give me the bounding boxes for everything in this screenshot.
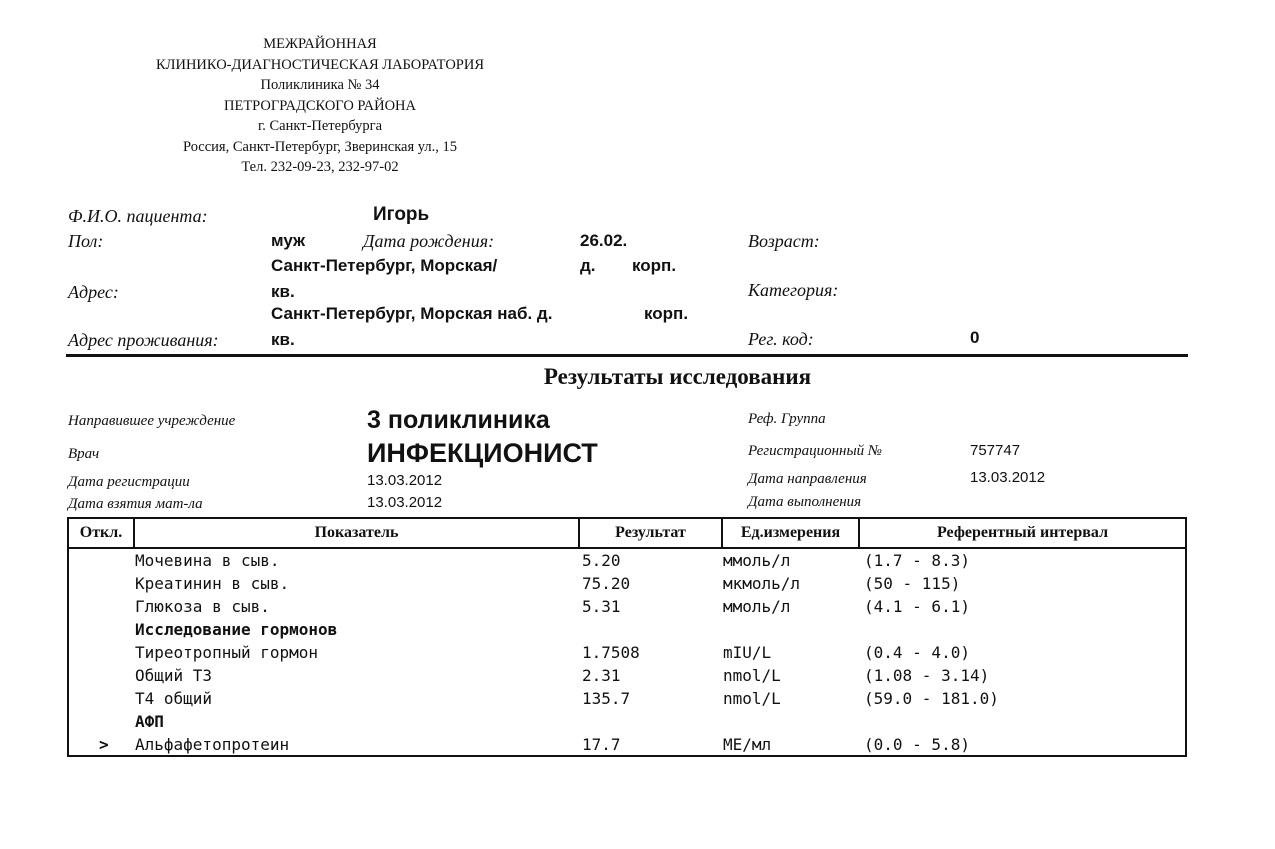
- doctor-value: ИНФЕКЦИОНИСТ: [367, 438, 598, 468]
- doctor-label: Врач: [68, 446, 100, 462]
- row-unit: мкмоль/л: [723, 574, 801, 593]
- row-ref: (59.0 - 181.0): [864, 689, 999, 708]
- address-house: д.: [580, 256, 596, 275]
- col-header-result: Результат: [578, 519, 721, 547]
- dob-label: Дата рождения:: [363, 231, 495, 251]
- row-unit: ммоль/л: [723, 551, 791, 570]
- col-header-ref: Референтный интервал: [858, 519, 1185, 547]
- results-table: [67, 517, 1187, 757]
- reg-no-label: Регистрационный №: [748, 443, 883, 459]
- sample-date-label: Дата взятия мат-ла: [68, 496, 203, 512]
- category-label: Категория:: [748, 280, 839, 300]
- table-row: [69, 595, 1185, 618]
- row-result: 5.20: [582, 551, 621, 570]
- row-result: 75.20: [582, 574, 631, 593]
- row-name: Мочевина в сыв.: [135, 551, 280, 570]
- row-ref: (1.7 - 8.3): [864, 551, 970, 570]
- row-name: Глюкоза в сыв.: [135, 597, 270, 616]
- reg-date-value: 13.03.2012: [367, 472, 443, 489]
- row-result: 2.31: [582, 666, 621, 685]
- residence-line2: кв.: [271, 330, 295, 349]
- reg-no-value: 757747: [970, 442, 1021, 459]
- col-header-unit: Ед.измерения: [721, 519, 858, 547]
- table-section-row: [69, 618, 1185, 641]
- dir-date-value: 13.03.2012: [970, 469, 1046, 486]
- address-label: Адрес:: [68, 282, 119, 302]
- row-name: Креатинин в сыв.: [135, 574, 290, 593]
- row-name: Общий Т3: [135, 666, 213, 685]
- row-unit: ммоль/л: [723, 597, 791, 616]
- lab-header-line: г. Санкт-Петербурга: [257, 118, 383, 134]
- table-row: [69, 549, 1185, 572]
- row-name: Альфафетопротеин: [135, 735, 290, 754]
- institution-label: Направившее учреждение: [68, 413, 236, 429]
- results-title: Результаты исследования: [543, 364, 812, 389]
- row-unit: nmol/L: [723, 689, 781, 708]
- residence-label: Адрес проживания:: [68, 330, 219, 350]
- row-name: Исследование гормонов: [135, 620, 338, 639]
- row-ref: (50 - 115): [864, 574, 961, 593]
- institution-value: 3 поликлиника: [367, 406, 550, 434]
- residence-line1: Санкт-Петербург, Морская наб. д.: [271, 304, 553, 323]
- address-line1: Санкт-Петербург, Морская/: [271, 256, 498, 275]
- sex-value: муж: [271, 231, 306, 250]
- row-ref: (0.0 - 5.8): [864, 735, 970, 754]
- patient-name-label: Ф.И.О. пациента:: [68, 206, 208, 226]
- sex-label: Пол:: [68, 231, 104, 251]
- section-divider: [66, 354, 1188, 357]
- col-header-name: Показатель: [133, 519, 578, 547]
- lab-header-line: МЕЖРАЙОННАЯ: [263, 36, 377, 52]
- col-header-flag: Откл.: [79, 524, 123, 541]
- row-unit: mIU/L: [723, 643, 772, 662]
- lab-header-line: КЛИНИКО-ДИАГНОСТИЧЕСКАЯ ЛАБОРАТОРИЯ: [155, 56, 484, 73]
- dob-value: 26.02.: [580, 231, 628, 250]
- address-corp: корп.: [632, 256, 677, 275]
- table-row: [69, 641, 1185, 664]
- table-body: [69, 549, 1185, 756]
- lab-header-line: Тел. 232-09-23, 232-97-02: [241, 159, 399, 175]
- lab-header-line: ПЕТРОГРАДСКОГО РАЙОНА: [224, 97, 416, 114]
- regcode-value: 0: [970, 328, 980, 347]
- row-ref: (4.1 - 6.1): [864, 597, 970, 616]
- exec-date-label: Дата выполнения: [748, 494, 862, 510]
- patient-name-value: Игорь: [373, 204, 430, 225]
- residence-corp: корп.: [644, 304, 689, 323]
- row-result: 135.7: [582, 689, 631, 708]
- row-name: Тиреотропный гормон: [135, 643, 319, 662]
- lab-header: [120, 34, 520, 178]
- address-line2: кв.: [271, 282, 295, 301]
- row-flag: >: [99, 735, 109, 754]
- row-result: 1.7508: [582, 643, 640, 662]
- lab-header-line: Поликлиника № 34: [260, 77, 380, 93]
- dir-date-label: Дата направления: [748, 471, 867, 487]
- row-name: АФП: [135, 712, 164, 731]
- row-result: 17.7: [582, 735, 621, 754]
- reg-date-label: Дата регистрации: [68, 474, 190, 490]
- row-result: 5.31: [582, 597, 621, 616]
- regcode-label: Рег. код:: [748, 329, 814, 349]
- row-ref: (0.4 - 4.0): [864, 643, 970, 662]
- table-row: [69, 664, 1185, 687]
- row-name: Т4 общий: [135, 689, 213, 708]
- row-unit: МЕ/мл: [723, 735, 772, 754]
- row-unit: nmol/L: [723, 666, 781, 685]
- table-row: [69, 733, 1185, 756]
- table-row: [69, 687, 1185, 710]
- ref-group-label: Реф. Группа: [748, 411, 826, 427]
- table-section-row: [69, 710, 1185, 733]
- row-ref: (1.08 - 3.14): [864, 666, 990, 685]
- age-label: Возраст:: [748, 231, 820, 251]
- sample-date-value: 13.03.2012: [367, 494, 443, 511]
- table-header: [69, 519, 1185, 549]
- lab-header-line: Россия, Санкт-Петербург, Зверинская ул., 15: [182, 138, 457, 155]
- table-row: [69, 572, 1185, 595]
